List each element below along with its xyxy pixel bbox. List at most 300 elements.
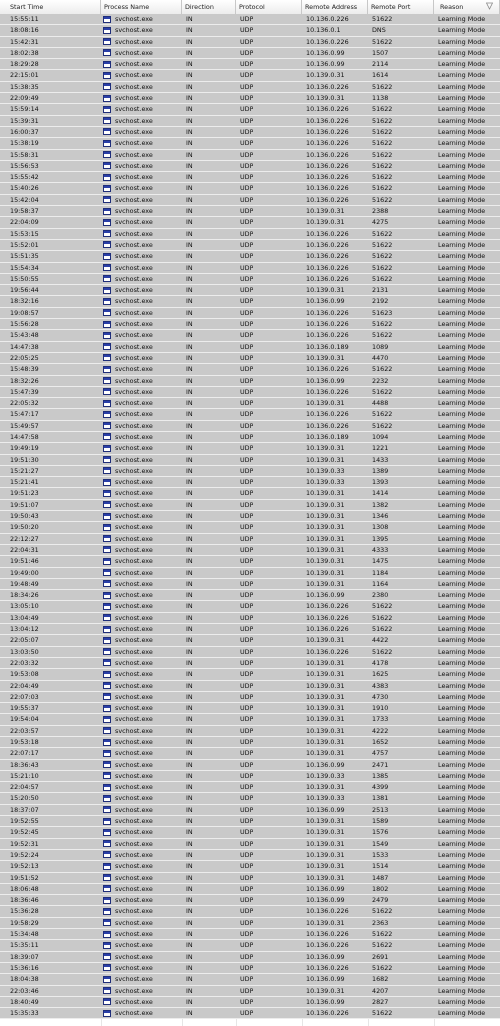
table-row[interactable]	[0, 511, 500, 522]
process-name-label: svchost.exe	[115, 591, 153, 600]
cell-protocol: UDP	[240, 218, 254, 227]
table-row[interactable]	[0, 59, 500, 70]
cell-protocol: UDP	[240, 783, 254, 792]
application-window-icon	[103, 479, 111, 486]
cell-remote-port: 1184	[372, 568, 389, 577]
application-window-icon	[103, 230, 111, 237]
process-name-label: svchost.exe	[115, 952, 153, 961]
table-row[interactable]	[0, 274, 500, 285]
table-row[interactable]	[0, 398, 500, 409]
cell-start-time: 13:04:12	[10, 625, 39, 634]
table-row[interactable]	[0, 974, 500, 985]
cell-process-name	[101, 974, 181, 984]
table-row[interactable]	[0, 183, 500, 194]
table-row[interactable]	[0, 647, 500, 658]
table-row[interactable]	[0, 522, 500, 533]
table-row[interactable]	[0, 613, 500, 624]
table-row[interactable]	[0, 353, 500, 364]
process-name-label: svchost.exe	[115, 240, 153, 249]
application-window-icon	[103, 524, 111, 531]
cell-protocol: UDP	[240, 738, 254, 746]
cell-reason: Learning Mode	[438, 116, 486, 125]
cell-process-name	[101, 669, 181, 679]
table-row[interactable]	[0, 929, 500, 940]
column-header-protocol[interactable]: Protocol	[236, 0, 302, 14]
cell-process-name	[101, 658, 181, 668]
process-name-label: svchost.exe	[115, 478, 153, 487]
cell-protocol: UDP	[240, 602, 254, 611]
cell-reason: Learning Mode	[438, 907, 486, 916]
table-row[interactable]	[0, 590, 500, 601]
cell-process-name	[101, 353, 181, 363]
cell-start-time: 18:08:16	[10, 26, 39, 35]
cell-remote-port: 4178	[372, 658, 389, 667]
cell-protocol: UDP	[240, 726, 254, 735]
table-row[interactable]	[0, 579, 500, 590]
cell-process-name	[101, 929, 181, 939]
cell-remote-port: 51622	[372, 602, 393, 611]
table-row[interactable]	[0, 37, 500, 48]
table-row[interactable]	[0, 116, 500, 127]
cell-reason: Learning Mode	[438, 896, 486, 905]
cell-process-name	[101, 805, 181, 815]
table-row[interactable]	[0, 263, 500, 274]
column-header-reason-label: Reason	[440, 3, 464, 11]
cell-protocol: UDP	[240, 478, 254, 487]
cell-process-name	[101, 376, 181, 386]
application-window-icon	[103, 580, 111, 587]
table-row[interactable]	[0, 172, 500, 183]
cell-remote-port: 1625	[372, 670, 389, 679]
cell-direction: IN	[186, 240, 193, 249]
application-window-icon	[103, 716, 111, 723]
cell-start-time: 22:07:03	[10, 692, 39, 701]
cell-process-name	[101, 726, 181, 736]
process-name-label: svchost.exe	[115, 839, 153, 848]
cell-remote-address: 10.139.0.31	[306, 353, 345, 362]
cell-protocol: UDP	[240, 387, 254, 396]
table-header	[0, 0, 500, 15]
table-row[interactable]	[0, 82, 500, 93]
table-row[interactable]	[0, 692, 500, 703]
application-window-icon	[103, 72, 111, 79]
cell-start-time: 19:55:37	[10, 704, 39, 713]
table-row[interactable]	[0, 545, 500, 556]
cell-protocol: UDP	[240, 286, 254, 295]
cell-protocol: UDP	[240, 715, 254, 724]
cell-start-time: 19:53:08	[10, 670, 39, 679]
table-row[interactable]	[0, 986, 500, 997]
process-name-label: svchost.exe	[115, 455, 153, 464]
table-row[interactable]	[0, 206, 500, 217]
cell-start-time: 15:42:04	[10, 195, 39, 204]
cell-remote-address: 10.136.0.99	[306, 760, 345, 769]
table-row[interactable]	[0, 285, 500, 296]
cell-remote-address: 10.139.0.31	[306, 71, 345, 80]
table-row[interactable]	[0, 782, 500, 793]
table-row[interactable]	[0, 940, 500, 951]
process-name-label: svchost.exe	[115, 647, 153, 656]
table-row[interactable]	[0, 14, 500, 25]
cell-direction: IN	[186, 466, 193, 475]
application-window-icon	[103, 422, 111, 429]
table-row[interactable]	[0, 568, 500, 579]
process-name-label: svchost.exe	[115, 365, 153, 374]
table-row[interactable]	[0, 895, 500, 906]
application-window-icon	[103, 885, 111, 892]
cell-reason: Learning Mode	[438, 805, 486, 814]
cell-remote-port: 1487	[372, 873, 389, 882]
cell-start-time: 22:04:09	[10, 218, 39, 227]
cell-remote-port: 4399	[372, 783, 389, 792]
cell-remote-port: 51623	[372, 308, 393, 317]
table-row[interactable]	[0, 816, 500, 827]
table-row[interactable]	[0, 466, 500, 477]
cell-remote-address: 10.136.0.226	[306, 252, 349, 261]
cell-start-time: 15:42:31	[10, 37, 39, 46]
cell-protocol: UDP	[240, 399, 254, 408]
cell-protocol: UDP	[240, 839, 254, 848]
application-window-icon	[103, 772, 111, 779]
cell-protocol: UDP	[240, 353, 254, 362]
table-row[interactable]	[0, 737, 500, 748]
table-row[interactable]	[0, 669, 500, 680]
cell-reason: Learning Mode	[438, 557, 486, 566]
cell-process-name	[101, 918, 181, 928]
cell-process-name	[101, 839, 181, 849]
application-window-icon	[103, 287, 111, 294]
process-name-label: svchost.exe	[115, 805, 153, 814]
cell-reason: Learning Mode	[438, 681, 486, 690]
cell-start-time: 22:04:49	[10, 681, 39, 690]
cell-remote-port: 4333	[372, 545, 389, 554]
table-row[interactable]	[0, 827, 500, 838]
table-row[interactable]	[0, 217, 500, 228]
sort-descending-icon[interactable]	[486, 2, 493, 10]
cell-remote-address: 10.136.0.99	[306, 884, 345, 893]
cell-remote-port: 2471	[372, 760, 389, 769]
cell-remote-address: 10.139.0.33	[306, 466, 345, 475]
cell-remote-address: 10.139.0.31	[306, 500, 345, 509]
cell-direction: IN	[186, 37, 193, 46]
table-row[interactable]	[0, 229, 500, 240]
cell-remote-address: 10.136.0.226	[306, 82, 349, 91]
table-row[interactable]	[0, 488, 500, 499]
table-row[interactable]	[0, 455, 500, 466]
cell-remote-port: 2691	[372, 952, 389, 961]
application-window-icon	[103, 637, 111, 644]
cell-remote-address: 10.136.0.99	[306, 376, 345, 385]
cell-reason: Learning Mode	[438, 625, 486, 634]
cell-direction: IN	[186, 986, 193, 995]
cell-remote-address: 10.139.0.33	[306, 771, 345, 780]
table-row[interactable]	[0, 997, 500, 1008]
table-row[interactable]	[0, 1008, 500, 1019]
cell-remote-port: 51622	[372, 907, 393, 916]
cell-direction: IN	[186, 726, 193, 735]
process-name-label: svchost.exe	[115, 850, 153, 859]
cell-reason: Learning Mode	[438, 715, 486, 724]
cell-process-name	[101, 82, 181, 92]
application-window-icon	[103, 208, 111, 215]
cell-direction: IN	[186, 918, 193, 927]
cell-protocol: UDP	[240, 489, 254, 498]
cell-reason: Learning Mode	[438, 218, 486, 227]
cell-protocol: UDP	[240, 907, 254, 916]
cell-process-name	[101, 274, 181, 284]
application-window-icon	[103, 456, 111, 463]
cell-start-time: 19:51:46	[10, 557, 39, 566]
table-row[interactable]	[0, 387, 500, 398]
column-header-direction[interactable]: Direction	[182, 0, 236, 14]
table-row[interactable]	[0, 861, 500, 872]
cell-start-time: 18:32:16	[10, 297, 39, 306]
table-row[interactable]	[0, 421, 500, 432]
table-row[interactable]	[0, 150, 500, 161]
table-row[interactable]	[0, 873, 500, 884]
application-window-icon	[103, 851, 111, 858]
cell-remote-port: 51622	[372, 150, 393, 159]
table-row[interactable]	[0, 534, 500, 545]
table-row[interactable]	[0, 319, 500, 330]
cell-protocol: UDP	[240, 173, 254, 182]
cell-process-name	[101, 590, 181, 600]
cell-start-time: 13:04:49	[10, 613, 39, 622]
cell-remote-address: 10.139.0.31	[306, 444, 345, 453]
table-row[interactable]	[0, 771, 500, 782]
cell-process-name	[101, 285, 181, 295]
application-window-icon	[103, 38, 111, 45]
cell-direction: IN	[186, 500, 193, 509]
table-row[interactable]	[0, 127, 500, 138]
cell-remote-address: 10.136.0.226	[306, 150, 349, 159]
cell-protocol: UDP	[240, 127, 254, 136]
cell-reason: Learning Mode	[438, 602, 486, 611]
cell-remote-port: 51622	[372, 173, 393, 182]
table-row[interactable]	[0, 726, 500, 737]
process-name-label: svchost.exe	[115, 320, 153, 329]
table-row[interactable]	[0, 251, 500, 262]
cell-process-name	[101, 861, 181, 871]
cell-start-time: 18:40:49	[10, 997, 39, 1006]
process-name-label: svchost.exe	[115, 783, 153, 792]
cell-remote-address: 10.136.0.99	[306, 297, 345, 306]
cell-process-name	[101, 793, 181, 803]
cell-reason: Learning Mode	[438, 421, 486, 430]
cell-process-name	[101, 14, 181, 24]
process-name-label: svchost.exe	[115, 896, 153, 905]
table-row[interactable]	[0, 48, 500, 59]
cell-reason: Learning Mode	[438, 512, 486, 521]
cell-remote-port: 1164	[372, 579, 389, 588]
cell-remote-port: 1089	[372, 342, 389, 351]
cell-remote-address: 10.136.0.226	[306, 274, 349, 283]
table-row[interactable]	[0, 70, 500, 81]
cell-remote-port: 51622	[372, 1009, 393, 1018]
process-name-label: svchost.exe	[115, 297, 153, 306]
table-row[interactable]	[0, 138, 500, 149]
cell-start-time: 15:35:33	[10, 1009, 39, 1018]
process-name-label: svchost.exe	[115, 930, 153, 939]
cell-remote-address: 10.139.0.31	[306, 828, 345, 837]
table-row[interactable]	[0, 624, 500, 635]
process-name-label: svchost.exe	[115, 466, 153, 475]
column-header-remote-address[interactable]: Remote Address	[302, 0, 368, 14]
cell-direction: IN	[186, 568, 193, 577]
table-row[interactable]	[0, 342, 500, 353]
cell-reason: Learning Mode	[438, 579, 486, 588]
column-header-reason[interactable]	[434, 0, 500, 14]
cell-process-name	[101, 1008, 181, 1018]
process-name-label: svchost.exe	[115, 60, 153, 69]
cell-remote-address: 10.136.0.99	[306, 591, 345, 600]
application-window-icon	[103, 626, 111, 633]
cell-reason: Learning Mode	[438, 523, 486, 532]
application-window-icon	[103, 546, 111, 553]
table-row[interactable]	[0, 443, 500, 454]
table-row[interactable]	[0, 240, 500, 251]
table-row[interactable]	[0, 805, 500, 816]
cell-protocol: UDP	[240, 410, 254, 419]
table-row[interactable]	[0, 409, 500, 420]
process-name-label: svchost.exe	[115, 986, 153, 995]
table-row[interactable]	[0, 703, 500, 714]
table-row[interactable]	[0, 681, 500, 692]
cell-reason: Learning Mode	[438, 760, 486, 769]
table-row[interactable]	[0, 364, 500, 375]
cell-remote-address: 10.139.0.31	[306, 704, 345, 713]
cell-protocol: UDP	[240, 331, 254, 340]
cell-remote-address: 10.136.0.226	[306, 139, 349, 148]
application-window-icon	[103, 366, 111, 373]
table-row[interactable]	[0, 839, 500, 850]
cell-process-name	[101, 647, 181, 657]
cell-start-time: 15:36:28	[10, 907, 39, 916]
table-row[interactable]	[0, 296, 500, 307]
process-name-label: svchost.exe	[115, 884, 153, 893]
cell-remote-port: 51622	[372, 240, 393, 249]
table-row[interactable]	[0, 556, 500, 567]
cell-process-name	[101, 760, 181, 770]
application-window-icon	[103, 976, 111, 983]
cell-protocol: UDP	[240, 749, 254, 758]
cell-reason: Learning Mode	[438, 410, 486, 419]
cell-process-name	[101, 895, 181, 905]
cell-process-name	[101, 579, 181, 589]
table-row[interactable]	[0, 850, 500, 861]
cell-start-time: 15:52:01	[10, 240, 39, 249]
cell-start-time: 19:52:45	[10, 828, 39, 837]
cell-remote-address: 10.136.0.226	[306, 930, 349, 939]
cell-remote-port: 1138	[372, 94, 389, 103]
process-name-label: svchost.exe	[115, 658, 153, 667]
table-row[interactable]	[0, 161, 500, 172]
cell-process-name	[101, 138, 181, 148]
cell-remote-address: 10.136.0.226	[306, 229, 349, 238]
cell-start-time: 13:05:10	[10, 602, 39, 611]
cell-remote-port: 1652	[372, 738, 389, 746]
cell-protocol: UDP	[240, 263, 254, 272]
cell-remote-port: 1221	[372, 444, 389, 453]
cell-direction: IN	[186, 963, 193, 972]
cell-direction: IN	[186, 184, 193, 193]
cell-start-time: 18:39:07	[10, 952, 39, 961]
process-name-label: svchost.exe	[115, 71, 153, 80]
table-row[interactable]	[0, 477, 500, 488]
cell-start-time: 19:49:19	[10, 444, 39, 453]
cell-remote-address: 10.136.0.226	[306, 613, 349, 622]
table-row[interactable]	[0, 25, 500, 36]
table-row[interactable]	[0, 793, 500, 804]
column-header-remote-port[interactable]: Remote Port	[368, 0, 434, 14]
table-row[interactable]	[0, 195, 500, 206]
cell-reason: Learning Mode	[438, 692, 486, 701]
table-row[interactable]	[0, 658, 500, 669]
application-window-icon	[103, 445, 111, 452]
cell-protocol: UDP	[240, 918, 254, 927]
cell-direction: IN	[186, 884, 193, 893]
table-row[interactable]	[0, 884, 500, 895]
cell-reason: Learning Mode	[438, 195, 486, 204]
column-header-start-time[interactable]: Start Time	[0, 0, 101, 14]
table-row[interactable]	[0, 952, 500, 963]
cell-reason: Learning Mode	[438, 738, 486, 746]
process-name-label: svchost.exe	[115, 229, 153, 238]
table-row[interactable]	[0, 104, 500, 115]
cell-start-time: 15:21:10	[10, 771, 39, 780]
application-window-icon	[103, 558, 111, 565]
cell-start-time: 13:03:50	[10, 647, 39, 656]
table-row[interactable]	[0, 635, 500, 646]
table-row[interactable]	[0, 918, 500, 929]
column-header-process-name[interactable]: Process Name	[101, 0, 182, 14]
cell-protocol: UDP	[240, 896, 254, 905]
cell-direction: IN	[186, 263, 193, 272]
table-row[interactable]	[0, 906, 500, 917]
cell-remote-address: 10.139.0.31	[306, 658, 345, 667]
table-row[interactable]	[0, 748, 500, 759]
cell-process-name	[101, 251, 181, 261]
cell-remote-address: 10.139.0.33	[306, 794, 345, 803]
process-name-label: svchost.exe	[115, 432, 153, 441]
table-row[interactable]	[0, 601, 500, 612]
cell-process-name	[101, 986, 181, 996]
process-name-label: svchost.exe	[115, 692, 153, 701]
cell-process-name	[101, 556, 181, 566]
table-row[interactable]	[0, 330, 500, 341]
table-row[interactable]	[0, 432, 500, 443]
cell-remote-address: 10.136.0.226	[306, 184, 349, 193]
cell-start-time: 19:58:37	[10, 207, 39, 216]
table-row[interactable]	[0, 714, 500, 725]
table-row[interactable]	[0, 93, 500, 104]
table-row[interactable]	[0, 500, 500, 511]
table-row[interactable]	[0, 308, 500, 319]
application-window-icon	[103, 931, 111, 938]
table-row[interactable]	[0, 760, 500, 771]
cell-protocol: UDP	[240, 82, 254, 91]
cell-protocol: UDP	[240, 952, 254, 961]
cell-process-name	[101, 330, 181, 340]
cell-start-time: 15:35:11	[10, 941, 39, 950]
process-name-label: svchost.exe	[115, 918, 153, 927]
cell-protocol: UDP	[240, 963, 254, 972]
table-row[interactable]	[0, 963, 500, 974]
process-name-label: svchost.exe	[115, 173, 153, 182]
table-row[interactable]	[0, 376, 500, 387]
cell-remote-port: 51622	[372, 82, 393, 91]
cell-remote-address: 10.139.0.31	[306, 670, 345, 679]
